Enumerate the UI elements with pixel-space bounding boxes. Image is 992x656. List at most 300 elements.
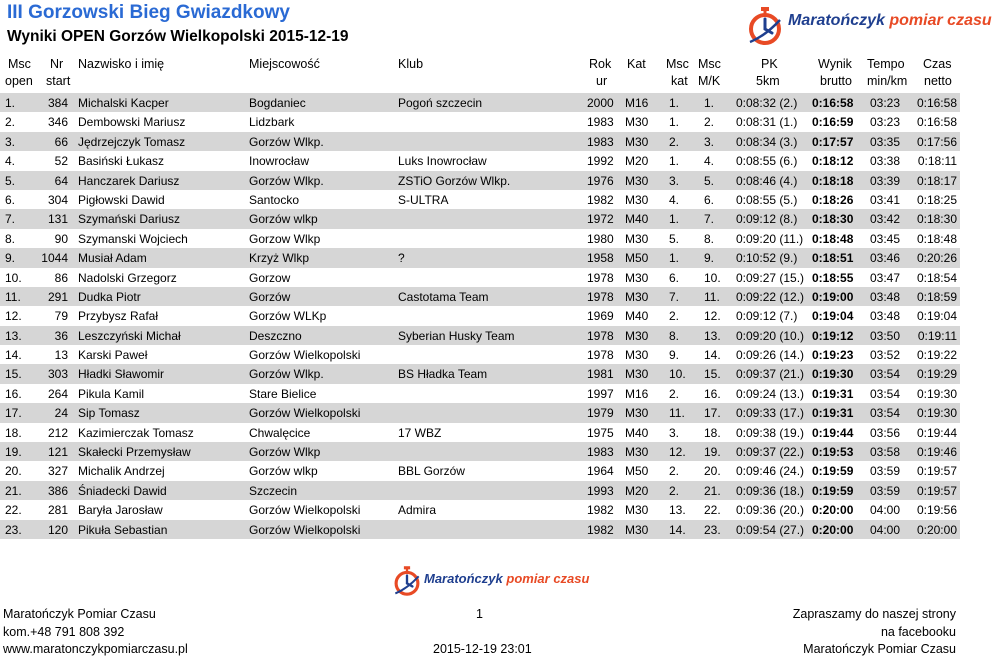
cell-club: Admira	[398, 503, 437, 518]
table-row	[0, 461, 960, 480]
col-msc-kat-2: kat	[671, 74, 688, 88]
cell-category-place: 1.	[669, 251, 680, 266]
cell-pace: 03:42	[870, 212, 901, 227]
col-msc-open: Msc	[8, 57, 31, 71]
logo-main-text: Maratończyk	[788, 12, 885, 29]
cell-gender-place: 11.	[704, 289, 720, 304]
cell-pace: 03:35	[870, 134, 901, 149]
cell-split: 0:09:33 (17.)	[736, 406, 805, 421]
cell-year: 1976	[587, 173, 614, 188]
cell-split: 0:09:24 (13.)	[736, 386, 805, 401]
cell-year: 1983	[587, 115, 614, 130]
cell-city: Deszczno	[249, 328, 302, 343]
cell-year: 1979	[587, 406, 614, 421]
cell-bib: 346	[47, 115, 68, 130]
page-title: III Gorzowski Bieg Gwiazdkowy	[7, 2, 290, 23]
col-city: Miejscowość	[249, 57, 320, 71]
cell-net: 0:19:46	[916, 445, 957, 460]
cell-category-place: 12.	[669, 445, 686, 460]
cell-net: 0:19:04	[916, 309, 957, 324]
table-row	[0, 93, 960, 112]
col-tempo-2: min/km	[867, 74, 908, 88]
cell-split: 0:09:26 (14.)	[736, 348, 805, 363]
cell-gross: 0:18:55	[812, 270, 854, 285]
cell-name: Pikuła Sebastian	[78, 522, 168, 537]
cell-gross: 0:18:26	[812, 192, 854, 207]
cell-category: M40	[625, 425, 649, 440]
cell-category: M20	[625, 483, 649, 498]
cell-gross: 0:19:44	[812, 425, 854, 440]
cell-split: 0:08:55 (6.)	[736, 154, 798, 169]
col-gross: Wynik	[818, 57, 852, 71]
cell-name: Karski Paweł	[78, 348, 148, 363]
cell-name: Leszczyński Michał	[78, 328, 181, 343]
cell-club: Castotama Team	[398, 289, 489, 304]
cell-position: 19.	[5, 445, 22, 460]
col-net: Czas	[923, 57, 952, 71]
cell-bib: 24	[54, 406, 68, 421]
table-row	[0, 442, 960, 461]
cell-gross: 0:19:00	[812, 289, 854, 304]
cell-category: M30	[625, 270, 649, 285]
footer-website[interactable]: www.maratonczykpomiarczasu.pl	[3, 642, 188, 656]
cell-split: 0:10:52 (9.)	[736, 251, 798, 266]
table-row	[0, 345, 960, 364]
cell-year: 1978	[587, 328, 614, 343]
cell-pace: 03:58	[870, 445, 901, 460]
cell-year: 1983	[587, 134, 614, 149]
cell-gross: 0:16:59	[812, 115, 854, 130]
print-datetime: 2015-12-19 23:01	[433, 642, 532, 656]
cell-year: 1997	[587, 386, 614, 401]
cell-pace: 03:45	[870, 231, 901, 246]
cell-year: 1982	[587, 522, 614, 537]
cell-net: 0:18:17	[916, 173, 957, 188]
cell-position: 17.	[5, 406, 22, 421]
table-header	[0, 57, 960, 91]
cell-bib: 1044	[41, 251, 68, 266]
cell-name: Michalski Kacper	[78, 96, 169, 110]
cell-year: 1964	[587, 464, 614, 479]
cell-pace: 03:48	[870, 289, 901, 304]
cell-city: Krzyż Wlkp	[249, 251, 309, 266]
cell-net: 0:18:54	[916, 270, 957, 285]
page-subtitle: Wyniki OPEN Gorzów Wielkopolski 2015-12-19	[7, 28, 349, 45]
col-name: Nazwisko i imię	[78, 57, 165, 71]
cell-split: 0:09:22 (12.)	[736, 289, 805, 304]
cell-category-place: 8.	[669, 328, 680, 343]
cell-gender-place: 20.	[704, 464, 721, 479]
cell-split: 0:08:55 (5.)	[736, 192, 798, 207]
cell-category: M30	[625, 348, 649, 363]
cell-category-place: 5.	[669, 231, 680, 246]
footer-company: Maratończyk Pomiar Czasu	[3, 607, 156, 621]
cell-position: 20.	[5, 464, 22, 479]
cell-category-place: 1.	[669, 212, 680, 227]
cell-position: 2.	[5, 115, 16, 130]
footer-company-right: Maratończyk Pomiar Czasu	[803, 642, 956, 656]
cell-gross: 0:19:59	[812, 483, 854, 498]
cell-position: 8.	[5, 231, 16, 246]
cell-gender-place: 12.	[704, 309, 721, 324]
cell-position: 16.	[5, 386, 22, 401]
col-club: Klub	[398, 57, 424, 71]
cell-year: 1975	[587, 425, 614, 440]
cell-category: M40	[625, 212, 649, 227]
cell-bib: 90	[54, 231, 68, 246]
cell-city: Gorzów Wlkp.	[249, 173, 324, 188]
cell-city: Bogdaniec	[249, 96, 306, 110]
cell-pace: 03:50	[870, 328, 901, 343]
col-tempo: Tempo	[867, 57, 905, 71]
cell-position: 3.	[5, 134, 16, 149]
cell-category-place: 10.	[669, 367, 686, 382]
cell-split: 0:09:12 (7.)	[736, 309, 798, 324]
cell-gross: 0:19:30	[812, 367, 854, 382]
cell-position: 21.	[5, 483, 22, 498]
cell-city: Szczecin	[249, 483, 298, 498]
cell-category: M30	[625, 406, 649, 421]
table-row	[0, 112, 960, 131]
cell-year: 1978	[587, 348, 614, 363]
cell-bib: 131	[47, 212, 68, 227]
cell-category-place: 2.	[669, 134, 680, 149]
cell-club: ?	[398, 251, 405, 266]
cell-gender-place: 23.	[704, 522, 721, 537]
cell-city: Gorzów wlkp	[249, 212, 318, 227]
cell-city: Chwalęcice	[249, 425, 311, 440]
cell-name: Szymański Dariusz	[78, 212, 181, 227]
cell-gender-place: 18.	[704, 425, 721, 440]
cell-category-place: 6.	[669, 270, 680, 285]
cell-city: Santocko	[249, 192, 300, 207]
table-row	[0, 423, 960, 442]
cell-category: M30	[625, 503, 649, 518]
cell-net: 0:19:56	[916, 503, 957, 518]
col-pk: PK	[761, 57, 778, 71]
cell-gross: 0:18:48	[812, 231, 854, 246]
cell-gender-place: 9.	[704, 251, 715, 266]
cell-category: M30	[625, 367, 649, 382]
footer-logo	[393, 565, 590, 597]
cell-gender-place: 19.	[704, 445, 721, 460]
cell-split: 0:09:12 (8.)	[736, 212, 798, 227]
cell-bib: 120	[47, 522, 68, 537]
cell-city: Stare Bielice	[249, 386, 317, 401]
cell-pace: 04:00	[870, 503, 901, 518]
cell-year: 1983	[587, 445, 614, 460]
cell-category-place: 7.	[669, 289, 680, 304]
cell-pace: 03:54	[870, 406, 901, 421]
table-row	[0, 403, 960, 422]
cell-position: 14.	[5, 348, 22, 363]
cell-split: 0:09:20 (10.)	[736, 328, 805, 343]
cell-bib: 212	[47, 425, 68, 440]
cell-name: Nadolski Grzegorz	[78, 270, 177, 285]
cell-gross: 0:18:51	[812, 251, 854, 266]
cell-gross: 0:19:04	[812, 309, 854, 324]
cell-gender-place: 16.	[704, 386, 721, 401]
col-msc-mk-2: M/K	[698, 74, 721, 88]
cell-gross: 0:20:00	[812, 503, 854, 518]
cell-year: 1992	[587, 154, 614, 169]
cell-position: 4.	[5, 154, 16, 169]
cell-category-place: 1.	[669, 96, 680, 110]
cell-gross: 0:19:12	[812, 328, 854, 343]
cell-split: 0:08:34 (3.)	[736, 134, 798, 149]
table-row	[0, 229, 960, 248]
cell-gross: 0:18:30	[812, 212, 854, 227]
cell-split: 0:08:31 (1.)	[736, 115, 798, 130]
cell-net: 0:19:57	[916, 483, 957, 498]
cell-position: 11.	[5, 289, 21, 304]
cell-bib: 384	[47, 96, 68, 110]
stopwatch-icon	[393, 565, 421, 597]
cell-net: 0:19:22	[916, 348, 957, 363]
table-row	[0, 171, 960, 190]
cell-name: Śniadecki Dawid	[78, 483, 167, 498]
cell-city: Gorzow Wlkp	[249, 231, 321, 246]
table-row	[0, 364, 960, 383]
table-row	[0, 287, 960, 306]
cell-name: Sip Tomasz	[78, 406, 140, 421]
page-number: 1	[476, 607, 483, 621]
cell-gross: 0:19:31	[812, 386, 854, 401]
cell-split: 0:09:54 (27.)	[736, 522, 805, 537]
cell-gender-place: 3.	[704, 134, 715, 149]
cell-year: 1978	[587, 270, 614, 285]
cell-name: Pikula Kamil	[78, 386, 145, 401]
cell-position: 23.	[5, 522, 22, 537]
cell-city: Gorzów	[249, 289, 291, 304]
cell-bib: 52	[54, 154, 68, 169]
cell-category: M30	[625, 134, 649, 149]
cell-gender-place: 2.	[704, 115, 715, 130]
col-nr: Nr	[50, 57, 64, 71]
cell-gross: 0:19:53	[812, 445, 854, 460]
cell-net: 0:18:48	[916, 231, 957, 246]
footer-logo-main-text: Maratończyk	[424, 571, 503, 586]
cell-category-place: 1.	[669, 154, 680, 169]
col-year: Rok	[589, 57, 612, 71]
col-net-2: netto	[924, 74, 952, 88]
cell-city: Gorzów Wlkp.	[249, 367, 324, 382]
cell-club: Syberian Husky Team	[398, 328, 515, 343]
col-msc-kat: Msc	[666, 57, 689, 71]
cell-club: BBL Gorzów	[398, 464, 465, 479]
cell-gender-place: 1.	[704, 96, 715, 110]
cell-gender-place: 10.	[704, 270, 721, 285]
cell-net: 0:18:59	[916, 289, 957, 304]
cell-bib: 66	[54, 134, 68, 149]
cell-club: S-ULTRA	[398, 192, 449, 207]
cell-pace: 03:48	[870, 309, 901, 324]
cell-bib: 304	[47, 192, 68, 207]
cell-city: Inowrocław	[249, 154, 310, 169]
cell-pace: 03:38	[870, 154, 901, 169]
cell-pace: 03:59	[870, 483, 901, 498]
cell-category-place: 2.	[669, 483, 680, 498]
cell-gender-place: 17.	[704, 406, 721, 421]
cell-position: 22.	[5, 503, 22, 518]
cell-gender-place: 5.	[704, 173, 715, 188]
cell-net: 0:16:58	[916, 115, 957, 130]
cell-net: 0:20:26	[916, 251, 957, 266]
cell-category: M30	[625, 115, 649, 130]
cell-bib: 264	[47, 386, 68, 401]
footer-facebook[interactable]: na facebooku	[880, 625, 956, 639]
col-year-2: ur	[596, 74, 608, 88]
cell-category-place: 2.	[669, 464, 680, 479]
table-row	[0, 268, 960, 287]
cell-category-place: 14.	[669, 522, 686, 537]
cell-pace: 03:56	[870, 425, 901, 440]
cell-split: 0:09:20 (11.)	[736, 231, 804, 246]
cell-net: 0:16:58	[916, 96, 957, 110]
logo-accent-text: pomiar czasu	[889, 12, 992, 29]
table-row	[0, 190, 960, 209]
cell-name: Jędrzejczyk Tomasz	[78, 134, 186, 149]
cell-name: Hanczarek Dariusz	[78, 173, 180, 188]
cell-name: Skałecki Przemysław	[78, 445, 191, 460]
cell-pace: 03:54	[870, 367, 901, 382]
cell-city: Gorzów Wielkopolski	[249, 503, 361, 518]
table-row	[0, 520, 960, 539]
cell-year: 1981	[587, 367, 614, 382]
cell-category: M30	[625, 289, 649, 304]
cell-position: 7.	[5, 212, 16, 227]
cell-gross: 0:19:31	[812, 406, 854, 421]
cell-city: Gorzów wlkp	[249, 464, 318, 479]
cell-name: Dembowski Mariusz	[78, 115, 186, 130]
cell-city: Gorzów Wlkp.	[249, 134, 324, 149]
cell-name: Szymanski Wojciech	[78, 231, 188, 246]
cell-year: 1969	[587, 309, 614, 324]
cell-position: 9.	[5, 251, 16, 266]
cell-split: 0:08:32 (2.)	[736, 96, 798, 110]
results-table	[0, 93, 960, 539]
cell-name: Dudka Piotr	[78, 289, 141, 304]
cell-position: 13.	[5, 328, 22, 343]
cell-name: Kazimierczak Tomasz	[78, 425, 194, 440]
cell-pace: 03:59	[870, 464, 901, 479]
cell-year: 1980	[587, 231, 614, 246]
cell-net: 0:19:30	[916, 386, 957, 401]
cell-bib: 79	[54, 309, 68, 324]
cell-split: 0:09:36 (20.)	[736, 503, 805, 518]
cell-club: Pogoń szczecin	[398, 96, 483, 110]
cell-bib: 327	[47, 464, 68, 479]
cell-bib: 386	[47, 483, 68, 498]
cell-club: 17 WBZ	[398, 425, 442, 440]
cell-gender-place: 6.	[704, 192, 715, 207]
table-row	[0, 248, 960, 267]
cell-category-place: 3.	[669, 425, 680, 440]
cell-city: Lidzbark	[249, 115, 295, 130]
footer-phone: kom.+48 791 808 392	[3, 625, 125, 639]
cell-club: Luks Inowrocław	[398, 154, 487, 169]
cell-year: 1958	[587, 251, 614, 266]
cell-net: 0:18:30	[916, 212, 957, 227]
cell-name: Baryła Jarosław	[78, 503, 163, 518]
cell-category: M30	[625, 231, 649, 246]
col-pk-2: 5km	[756, 74, 780, 88]
cell-position: 6.	[5, 192, 16, 207]
cell-pace: 03:23	[870, 96, 901, 110]
cell-category: M40	[625, 309, 649, 324]
table-row	[0, 151, 960, 170]
cell-bib: 36	[54, 328, 68, 343]
cell-category-place: 2.	[669, 386, 680, 401]
col-msc-open-2: open	[5, 74, 33, 88]
cell-pace: 03:23	[870, 115, 901, 130]
cell-net: 0:19:57	[916, 464, 957, 479]
cell-club: ZSTiO Gorzów Wlkp.	[398, 173, 511, 188]
cell-position: 18.	[5, 425, 22, 440]
cell-year: 2000	[587, 96, 614, 110]
cell-category: M30	[625, 445, 649, 460]
cell-split: 0:09:37 (21.)	[736, 367, 805, 382]
cell-gross: 0:19:59	[812, 464, 854, 479]
cell-bib: 86	[54, 270, 68, 285]
cell-name: Musiał Adam	[78, 251, 147, 266]
cell-year: 1982	[587, 503, 614, 518]
cell-bib: 281	[47, 503, 68, 518]
cell-position: 10.	[5, 270, 22, 285]
cell-category-place: 9.	[669, 348, 680, 363]
cell-net: 0:17:56	[916, 134, 957, 149]
cell-gender-place: 7.	[704, 212, 715, 227]
cell-split: 0:08:46 (4.)	[736, 173, 798, 188]
cell-net: 0:19:29	[916, 367, 957, 382]
cell-bib: 13	[54, 348, 68, 363]
cell-gross: 0:18:12	[812, 154, 854, 169]
cell-gross: 0:19:23	[812, 348, 854, 363]
table-row	[0, 500, 960, 519]
table-row	[0, 132, 960, 151]
cell-pace: 03:46	[870, 251, 901, 266]
logo-wordmark	[424, 571, 589, 586]
cell-split: 0:09:37 (22.)	[736, 445, 805, 460]
cell-category: M30	[625, 522, 649, 537]
cell-city: Gorzów Wielkopolski	[249, 522, 361, 537]
cell-category: M50	[625, 251, 649, 266]
cell-category-place: 13.	[669, 503, 686, 518]
cell-split: 0:09:38 (19.)	[736, 425, 805, 440]
cell-category-place: 3.	[669, 173, 680, 188]
table-row	[0, 481, 960, 500]
cell-pace: 03:54	[870, 386, 901, 401]
cell-bib: 64	[54, 173, 68, 188]
cell-pace: 04:00	[870, 522, 901, 537]
table-row	[0, 384, 960, 403]
cell-pace: 03:39	[870, 173, 901, 188]
cell-bib: 291	[47, 289, 68, 304]
cell-category: M30	[625, 192, 649, 207]
cell-name: Basiński Łukasz	[78, 154, 165, 169]
cell-gender-place: 22.	[704, 503, 721, 518]
cell-city: Gorzów Wielkopolski	[249, 348, 361, 363]
cell-position: 15.	[5, 367, 22, 382]
cell-net: 0:18:11	[917, 154, 957, 169]
cell-net: 0:19:44	[916, 425, 957, 440]
cell-bib: 303	[47, 367, 68, 382]
cell-net: 0:18:25	[916, 192, 957, 207]
col-msc-mk: Msc	[698, 57, 721, 71]
col-kat: Kat	[627, 57, 646, 71]
cell-gender-place: 13.	[704, 328, 721, 343]
cell-city: Gorzów Wielkopolski	[249, 406, 361, 421]
